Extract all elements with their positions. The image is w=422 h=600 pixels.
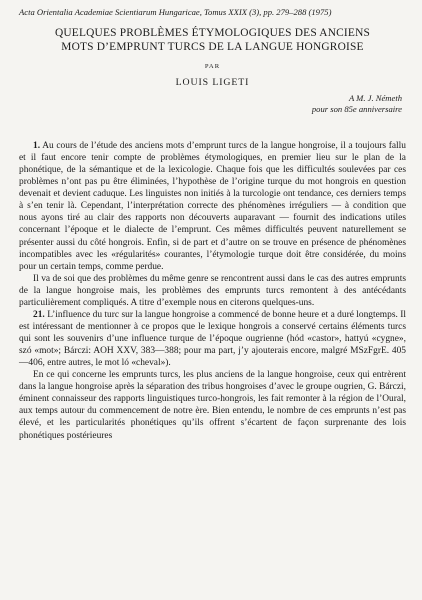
dedication-line-2: pour son 85e anniversaire <box>311 104 402 114</box>
running-head: Acta Orientalia Academiae Scientiarum Hungaricae, Tomus XXIX (3), pp. 279–288 (1975) <box>19 7 332 17</box>
paragraph-3 <box>19 309 406 369</box>
title-line-1: QUELQUES PROBLÈMES ÉTYMOLOGIQUES DES ANCIENS <box>54 27 371 39</box>
section-number: 21. <box>33 309 45 320</box>
dedication <box>19 93 406 115</box>
author-name: LOUIS LIGETI <box>175 77 250 88</box>
paragraph-4 <box>19 369 406 441</box>
article-title <box>19 26 406 54</box>
paragraph-text: Il va de soi que des problèmes du même genre se rencontrent aussi dans le cas des autres emprunts de la langue hongroise mais, les problèmes des emprunts turcs remontent à des antécédants particulièrement compliqués. A titre d’exemple nous en citerons quelques-uns. <box>19 273 406 308</box>
paragraph-text: En ce qui concerne les emprunts turcs, les plus anciens de la langue hongroise, ceux qui entrèrent dans la langue hongroise après la séparation des tribus hongroises d’avec le groupe ougrien, G. Bárczi, éminent connaisseur des rapports linguistiques turco-hongrois, les fait remonter à la région de l’Oural, aux temps autour du commencement de notre ère. Bien entendu, le nombre de ces emprunts n’est pas élevé, et les particularités phonétiques qu’ils offrent s’écartent de façon surprenante des lois phonétiques postérieures <box>19 370 406 441</box>
dedication-line-1: A M. J. Németh <box>348 93 402 103</box>
paragraph-1 <box>19 140 406 273</box>
paragraph-2 <box>19 273 406 309</box>
paragraph-text: Au cours de l’étude des anciens mots d’emprunt turcs de la langue hongroise, il a toujours fallu et il faut encore tenir compte de problèmes étymologiques, en premier lieu sur le plan de la phonétique, de la sémantique et de la lexicologie. Chaque fois que les difficultés soulevées par ces problèmes n’ont pas pu être éliminées, l’hypothèse de l’origine turque du mot hongrois en question devenait et devient caduque. Les linguistes non initiés à la turcologie ont tendance, ces derniers temps à s’en tenir là. Cependant, l’interprétation correcte des phénomènes irréguliers — à condition que nous ayons tiré au clair des rapports non découverts auparavant — fournit des indications utiles concernant l’époque et le dialecte de l’emprunt. Ces mêmes difficultés peuvent naturellement se présenter aussi du côté hongrois. Enfin, si de part et d’autre on se trouve en présence de phénomènes incompatibles avec les «régularités» courantes, l’étymologie turque doit être considérée, du moins pour un certain temps, comme perdue. <box>19 141 406 272</box>
paragraph-text: L’influence du turc sur la langue hongroise a commencé de bonne heure et a duré longtemps. Il est intéressant de mentionner à ce propos que le lexique hongrois a conservé certains éléments turcs qui sont les souvenirs d’une influence turque de l’époque ougrienne (hód «castor», hattyú «cygne», szó «mot»; Bárczi: AOH XXV, 383—388; pour ma part, j’y ajouterais encore, malgré MSzFgrE. 405—406, entre autres, le mot ló «cheval»). <box>19 309 406 369</box>
title-line-2: MOTS D’EMPRUNT TURCS DE LA LANGUE HONGROISE <box>61 41 364 53</box>
byline-par: PAR <box>204 63 221 70</box>
section-number: 1. <box>33 141 41 151</box>
article-body <box>19 140 406 442</box>
